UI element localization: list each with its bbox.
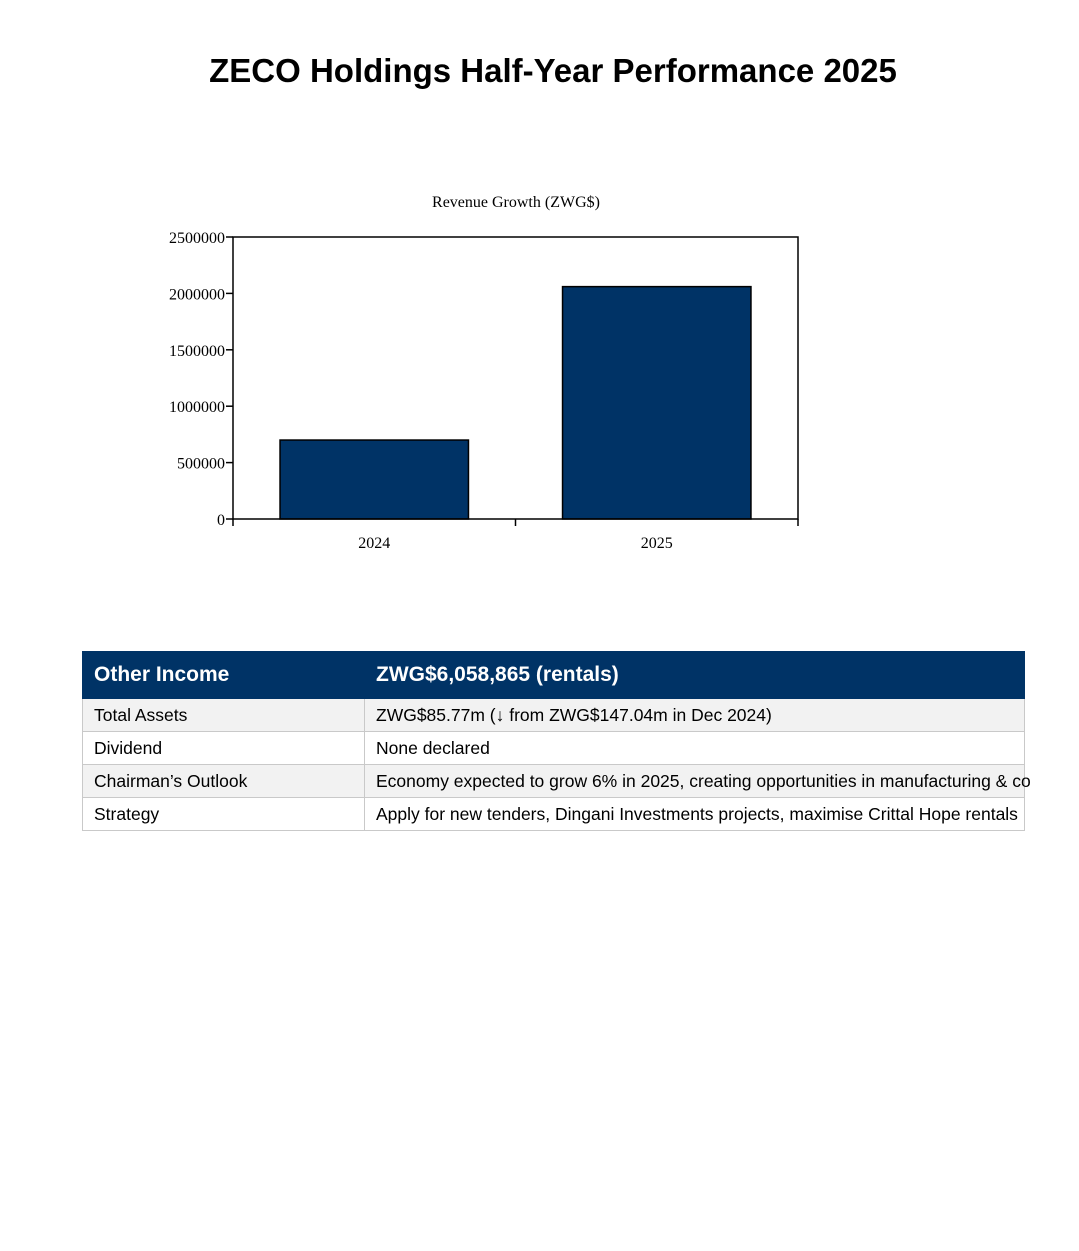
row-label: Total Assets [83, 699, 365, 732]
x-axis [233, 519, 798, 552]
table-header-row [83, 652, 1025, 699]
chart-title: Revenue Growth (ZWG$) [432, 194, 600, 211]
table-row [83, 699, 1025, 732]
x-tick-label: 2025 [640, 535, 673, 552]
row-label: Strategy [83, 798, 365, 831]
revenue-chart [0, 0, 1079, 600]
y-tick-label: 2000000 [169, 286, 225, 304]
bar-2024 [280, 440, 468, 519]
table-row [83, 732, 1025, 765]
row-label: Chairman’s Outlook [83, 765, 365, 798]
y-tick-label: 1000000 [169, 399, 225, 417]
row-value [365, 798, 1025, 831]
performance-table [82, 651, 1031, 831]
y-tick-label: 2500000 [169, 230, 225, 247]
bar-2025 [563, 287, 751, 519]
row-value [365, 699, 1025, 732]
chart-bars [280, 287, 751, 519]
table-row [83, 798, 1025, 831]
row-value-text: None declared [376, 737, 490, 758]
row-value [365, 732, 1025, 765]
row-value-text: Economy expected to grow 6% in 2025, creating opportunities in manufacturing & co [376, 770, 1031, 791]
header-value: ZWG$6,058,865 (rentals) [365, 652, 1025, 699]
y-tick-label: 500000 [177, 455, 225, 473]
row-label: Dividend [83, 732, 365, 765]
y-axis [169, 230, 233, 529]
row-value-text: Apply for new tenders, Dingani Investments projects, maximise Crittal Hope rentals [376, 803, 1018, 824]
x-tick-label: 2024 [358, 535, 391, 552]
page-title: ZECO Holdings Half-Year Performance 2025 [209, 52, 897, 89]
y-tick-label: 0 [217, 512, 225, 529]
row-value-text: ZWG$85.77m (↓ from ZWG$147.04m in Dec 2024) [376, 704, 772, 725]
y-tick-label: 1500000 [169, 342, 225, 360]
table-row [83, 765, 1025, 798]
header-label: Other Income [83, 652, 365, 699]
row-value [365, 765, 1031, 798]
